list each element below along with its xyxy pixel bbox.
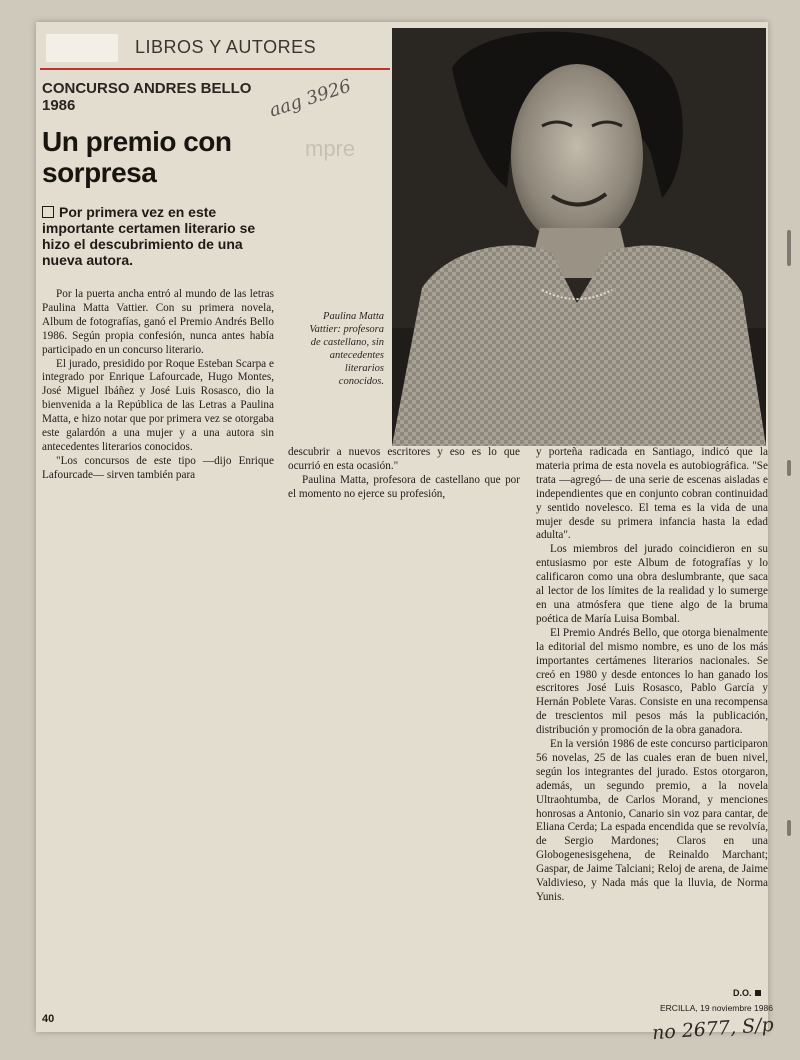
kicker: CONCURSO ANDRES BELLO 1986 xyxy=(42,80,252,114)
publication-footer: ERCILLA, 19 noviembre 1986 xyxy=(660,1003,773,1013)
paragraph: y porteña radicada en Santiago, indicó que la materia prima de esta novela es autobiográfica. "Se trata —agregó— de una serie de escenas aisladas e independientes que en conjunto cobran continuidad y sentido novelesco. El tema es la vida de una mujer desde su primera infancia hasta la edad adulta". xyxy=(536,446,768,542)
bleed-through-text: mpre xyxy=(305,136,356,161)
handwritten-annotation: aag 3926 xyxy=(266,75,354,122)
author-signature xyxy=(733,988,761,998)
photo-caption: Paulina Matta Vattier: profesora de castellano, sin antecedentes literarios conocidos. xyxy=(309,311,384,387)
body-column-3 xyxy=(536,446,768,905)
headline: Un premio con sorpresa xyxy=(42,126,232,188)
paragraph: "Los concursos de este tipo —dijo Enrique Lafourcade— sirven también para xyxy=(42,454,274,481)
paragraph: El jurado, presidido por Roque Esteban Scarpa e integrado por Enrique Lafourcade, Hugo Montes, José Miguel Ibáñez y José Luis Rosasco, dio la bienvenida a la República de las Letras a Paulina Matta, e hizo notar que por primera vez se otorgaba este galardón a una mujer y a una autora sin antecedentes literarios conocidos. xyxy=(42,357,274,453)
punch-hole-mark xyxy=(787,230,791,266)
portrait-photo xyxy=(392,28,766,446)
page-number: 40 xyxy=(42,1013,55,1025)
body-column-1 xyxy=(42,288,274,483)
paragraph: En la versión 1986 de este concurso participaron 56 novelas, 25 de las cuales eran de buen nivel, según los integrantes del jurado. Estos otorgaron, además, un segundo premio, a la novela Ultraohtumba, de Carlos Morand, y menciones honrosas a Antonio, Canario sin voz para cantar, de Eliana Cerda; La espada encendida que se revolvía, de Sergio Mardones; Claros en una Globogenesisgehena, de Reinaldo Marchant; Gaspar, de Jaime Talciani; Reloj de arena, de Jaime Valdivieso, y Nada más que la lluvia, de Norma Yunis. xyxy=(536,738,768,903)
paragraph: Los miembros del jurado coincidieron en su entusiasmo por este Album de fotografías y lo calificaron como una obra deslumbrante, que saca al lector de los límites de la realidad y lo sumerge en una atmósfera que tiene algo de la bruma poética de María Luisa Bombal. xyxy=(536,543,768,625)
paragraph: descubrir a nuevos escritores y eso es lo que ocurrió en esta ocasión." xyxy=(288,446,520,472)
paragraph: Por la puerta ancha entró al mundo de las letras Paulina Matta Vattier. Con su primera novela, Album de fotografías, ganó el Premio Andrés Bello 1986. Según propia confesión, nunca antes había participado en un concurso literario. xyxy=(42,288,274,356)
end-mark-icon xyxy=(755,990,761,996)
body-column-2 xyxy=(288,446,520,502)
punch-hole-mark xyxy=(787,460,791,476)
header-tab xyxy=(46,34,118,62)
punch-hole-mark xyxy=(787,820,791,836)
bullet-box-icon xyxy=(42,206,54,218)
section-title: LIBROS Y AUTORES xyxy=(135,37,317,57)
handwritten-footer: no 2677, S/p xyxy=(651,1013,775,1045)
paragraph: Paulina Matta, profesora de castellano que por el momento no ejerce su profesión, xyxy=(288,473,520,500)
portrait-photo-graphic xyxy=(392,28,766,446)
deck xyxy=(42,204,272,268)
deck-text: Por primera vez en este importante certamen literario se hizo el descubrimiento de una nueva autora. xyxy=(42,204,256,268)
section-header xyxy=(40,30,390,70)
signature-text: D.O. xyxy=(733,988,752,998)
paragraph: El Premio Andrés Bello, que otorga bienalmente la editorial del mismo nombre, es uno de los más importantes certámenes literarios nacionales. Se creó en 1980 y desde entonces lo han ganado los escritores José Luis Rosasco, Pablo García y Hernán Poblete Varas. Consiste en una recompensa de trescientos mil pesos más la publicación, distribución y promoción de la obra ganadora. xyxy=(536,626,768,737)
